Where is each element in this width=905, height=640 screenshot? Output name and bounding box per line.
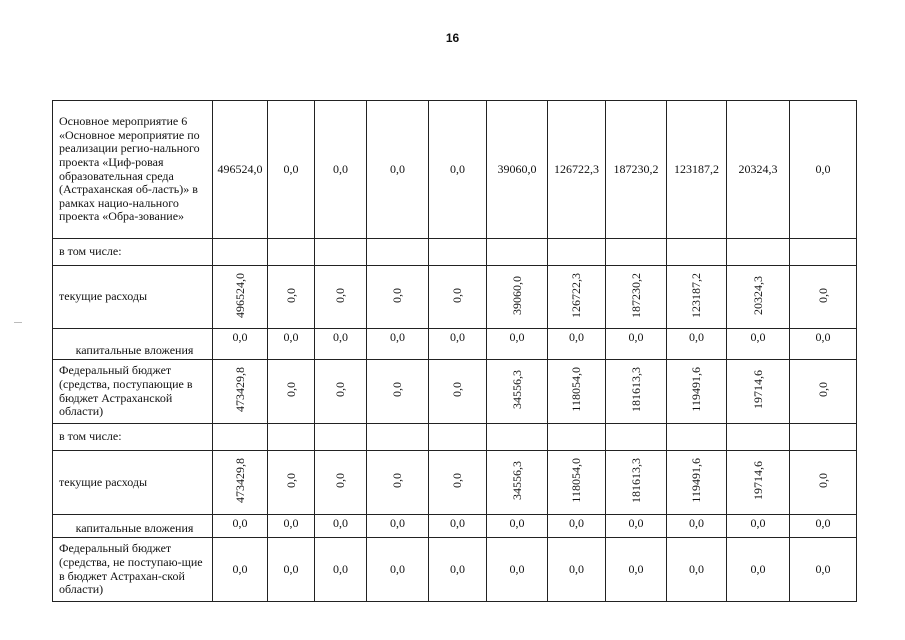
value-cell bbox=[548, 266, 606, 329]
value-cell bbox=[727, 266, 790, 329]
value-cell bbox=[487, 360, 548, 424]
cell-value: 0,0 bbox=[333, 382, 347, 397]
value-cell bbox=[367, 424, 429, 451]
value-cell: 0,0 bbox=[790, 329, 857, 360]
value-cell bbox=[268, 266, 315, 329]
value-cell bbox=[727, 360, 790, 424]
cell-value: 0,0 bbox=[333, 287, 347, 303]
cell-value: 0,0 bbox=[815, 287, 830, 303]
value-cell bbox=[268, 451, 315, 515]
value-cell bbox=[606, 451, 667, 515]
value-cell bbox=[790, 239, 857, 266]
value-cell bbox=[487, 239, 548, 266]
value-cell: 0,0 bbox=[667, 538, 727, 602]
cell-value: 0,0 bbox=[283, 473, 298, 488]
value-cell: 0,0 bbox=[727, 329, 790, 360]
value-cell bbox=[790, 424, 857, 451]
value-cell: 0,0 bbox=[429, 329, 487, 360]
table-row bbox=[53, 239, 857, 266]
table-row bbox=[53, 538, 857, 602]
cell-value: 19714,6 bbox=[750, 461, 765, 500]
table-row bbox=[53, 424, 857, 451]
value-cell: 0,0 bbox=[213, 329, 268, 360]
table-row bbox=[53, 451, 857, 515]
cell-value: 0,0 bbox=[450, 473, 464, 488]
value-cell bbox=[429, 424, 487, 451]
cell-value: 39060,0 bbox=[509, 275, 524, 315]
value-cell: 0,0 bbox=[790, 538, 857, 602]
value-cell bbox=[367, 266, 429, 329]
value-cell: 0,0 bbox=[268, 515, 315, 538]
row-label: Федеральный бюджет (средства, поступающие в бюджет Астраханской области) bbox=[53, 360, 213, 424]
cell-value: 19714,6 bbox=[750, 370, 765, 409]
cell-value: 119491,6 bbox=[689, 367, 703, 412]
value-cell: 0,0 bbox=[487, 515, 548, 538]
value-cell bbox=[429, 451, 487, 515]
value-cell bbox=[429, 266, 487, 329]
cell-value: 473429,8 bbox=[232, 367, 247, 412]
value-cell bbox=[606, 424, 667, 451]
value-cell bbox=[429, 360, 487, 424]
value-cell bbox=[213, 266, 268, 329]
value-cell bbox=[727, 239, 790, 266]
value-cell bbox=[315, 239, 367, 266]
value-cell: 0,0 bbox=[268, 538, 315, 602]
table-row bbox=[53, 101, 857, 239]
row-label: текущие расходы bbox=[53, 451, 213, 515]
cell-value: 181613,3 bbox=[628, 458, 643, 503]
value-cell: 0,0 bbox=[315, 101, 367, 239]
value-cell bbox=[790, 266, 857, 329]
row-label: текущие расходы bbox=[53, 266, 213, 329]
value-cell: 187230,2 bbox=[606, 101, 667, 239]
cell-value: 0,0 bbox=[283, 287, 298, 303]
cell-value: 20324,3 bbox=[750, 275, 765, 315]
value-cell bbox=[429, 239, 487, 266]
value-cell bbox=[667, 266, 727, 329]
value-cell: 0,0 bbox=[367, 515, 429, 538]
value-cell: 0,0 bbox=[667, 329, 727, 360]
value-cell: 0,0 bbox=[487, 329, 548, 360]
cell-value: 187230,2 bbox=[628, 272, 643, 318]
page-number: 16 bbox=[445, 31, 460, 45]
value-cell bbox=[667, 424, 727, 451]
value-cell bbox=[606, 360, 667, 424]
value-cell bbox=[606, 239, 667, 266]
cell-value: 34556,3 bbox=[509, 461, 524, 500]
value-cell bbox=[315, 451, 367, 515]
value-cell bbox=[667, 239, 727, 266]
value-cell: 0,0 bbox=[548, 515, 606, 538]
table-row bbox=[53, 515, 857, 538]
value-cell: 0,0 bbox=[790, 101, 857, 239]
value-cell: 0,0 bbox=[429, 538, 487, 602]
value-cell bbox=[606, 266, 667, 329]
value-cell bbox=[213, 239, 268, 266]
row-label: капитальные вложения bbox=[53, 329, 213, 360]
budget-table bbox=[52, 100, 857, 602]
value-cell bbox=[487, 266, 548, 329]
table-body bbox=[53, 101, 857, 602]
value-cell bbox=[268, 360, 315, 424]
cell-value: 0,0 bbox=[390, 382, 404, 397]
value-cell bbox=[213, 424, 268, 451]
value-cell bbox=[315, 424, 367, 451]
value-cell bbox=[727, 451, 790, 515]
row-label: в том числе: bbox=[53, 239, 213, 266]
table-row bbox=[53, 329, 857, 360]
table-row bbox=[53, 266, 857, 329]
value-cell: 0,0 bbox=[606, 538, 667, 602]
cell-value: 0,0 bbox=[815, 473, 830, 488]
cell-value: 0,0 bbox=[283, 382, 298, 397]
value-cell: 0,0 bbox=[268, 329, 315, 360]
value-cell bbox=[667, 451, 727, 515]
value-cell bbox=[548, 451, 606, 515]
cell-value: 0,0 bbox=[390, 473, 404, 488]
value-cell: 0,0 bbox=[213, 515, 268, 538]
cell-value: 181613,3 bbox=[628, 367, 643, 412]
row-label: в том числе: bbox=[53, 424, 213, 451]
value-cell: 0,0 bbox=[367, 538, 429, 602]
value-cell bbox=[727, 424, 790, 451]
row-label: Федеральный бюджет (средства, не поступаю-щие в бюджет Астрахан-ской области) bbox=[53, 538, 213, 602]
value-cell: 0,0 bbox=[315, 538, 367, 602]
value-cell: 0,0 bbox=[790, 515, 857, 538]
value-cell bbox=[268, 424, 315, 451]
value-cell: 0,0 bbox=[487, 538, 548, 602]
row-label: капитальные вложения bbox=[53, 515, 213, 538]
value-cell bbox=[367, 360, 429, 424]
value-cell bbox=[790, 360, 857, 424]
cell-value: 119491,6 bbox=[689, 458, 703, 503]
cell-value: 0,0 bbox=[450, 382, 464, 397]
value-cell: 0,0 bbox=[727, 538, 790, 602]
cell-value: 473429,8 bbox=[232, 458, 247, 503]
cell-value: 34556,3 bbox=[509, 370, 524, 409]
margin-mark bbox=[14, 322, 22, 323]
value-cell: 20324,3 bbox=[727, 101, 790, 239]
value-cell bbox=[315, 360, 367, 424]
cell-value: 0,0 bbox=[333, 473, 347, 488]
value-cell bbox=[667, 360, 727, 424]
cell-value: 126722,3 bbox=[569, 272, 583, 318]
value-cell: 0,0 bbox=[213, 538, 268, 602]
value-cell: 0,0 bbox=[315, 329, 367, 360]
value-cell: 0,0 bbox=[727, 515, 790, 538]
value-cell: 0,0 bbox=[667, 515, 727, 538]
value-cell bbox=[548, 360, 606, 424]
value-cell: 0,0 bbox=[367, 329, 429, 360]
value-cell bbox=[790, 451, 857, 515]
value-cell: 0,0 bbox=[429, 515, 487, 538]
value-cell: 0,0 bbox=[268, 101, 315, 239]
value-cell: 126722,3 bbox=[548, 101, 606, 239]
table-row bbox=[53, 360, 857, 424]
cell-value: 118054,0 bbox=[569, 458, 583, 503]
cell-value: 0,0 bbox=[815, 382, 830, 397]
value-cell bbox=[213, 451, 268, 515]
value-cell bbox=[487, 451, 548, 515]
value-cell bbox=[213, 360, 268, 424]
cell-value: 496524,0 bbox=[232, 272, 247, 318]
value-cell: 496524,0 bbox=[213, 101, 268, 239]
value-cell bbox=[367, 239, 429, 266]
cell-value: 0,0 bbox=[450, 287, 464, 303]
cell-value: 123187,2 bbox=[689, 272, 703, 318]
row-label: Основное мероприятие 6 «Основное мероприятие по реализации регио-нального проекта «Циф-ровая образовательная среда (Астраханская об-ласть)» в рамках нацио-нального проекта «Обра-зование» bbox=[53, 101, 213, 239]
value-cell: 0,0 bbox=[606, 515, 667, 538]
cell-value: 0,0 bbox=[390, 287, 404, 303]
value-cell bbox=[548, 424, 606, 451]
value-cell: 0,0 bbox=[367, 101, 429, 239]
value-cell bbox=[487, 424, 548, 451]
value-cell: 0,0 bbox=[315, 515, 367, 538]
value-cell bbox=[268, 239, 315, 266]
value-cell: 39060,0 bbox=[487, 101, 548, 239]
value-cell: 0,0 bbox=[606, 329, 667, 360]
value-cell: 0,0 bbox=[429, 101, 487, 239]
value-cell bbox=[315, 266, 367, 329]
value-cell bbox=[548, 239, 606, 266]
value-cell: 0,0 bbox=[548, 538, 606, 602]
cell-value: 118054,0 bbox=[569, 367, 583, 412]
value-cell: 123187,2 bbox=[667, 101, 727, 239]
value-cell: 0,0 bbox=[548, 329, 606, 360]
value-cell bbox=[367, 451, 429, 515]
